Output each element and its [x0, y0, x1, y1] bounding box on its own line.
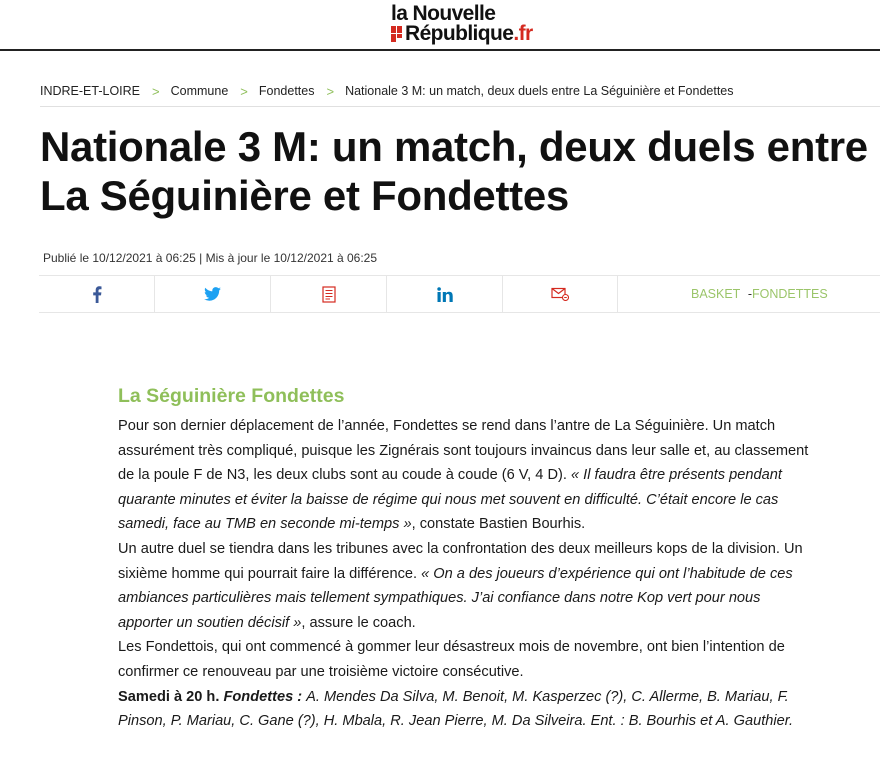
breadcrumb-separator: > — [326, 84, 335, 99]
logo-tld: .fr — [513, 22, 533, 45]
article-body — [118, 384, 818, 734]
team-label: Fondettes : — [223, 688, 307, 705]
print-icon — [322, 286, 336, 303]
paragraph-4 — [118, 685, 818, 734]
paragraph-2-quote: « On a des joueurs d’expérience qui ont l’habitude de ces ambiances particulières mais tellement sympathiques. J’ai confiance dans notre Kop vert pour nous apporter un soutien décisif » — [118, 565, 793, 631]
paragraph-1 — [118, 414, 818, 537]
team-roster: A. Mendes Da Silva, M. Benoit, M. Kasperzec (?), C. Allerme, B. Mariau, F. Pinson, P. Mariau, C. Gane (?), H. Mbala, R. Jean Pierre, M. Da Silveira. Ent. : B. Bourhis et A. Gauthier. — [118, 688, 794, 730]
site-header — [0, 0, 880, 51]
paragraph-2 — [118, 537, 818, 635]
article-title-line-2: La Séguinière et Fondettes — [40, 172, 569, 219]
print-button[interactable] — [271, 276, 387, 312]
tag-separator: - — [747, 287, 752, 301]
breadcrumb — [40, 84, 880, 107]
paragraph-1-text: Pour son dernier déplacement de l’année, Fondettes se rend dans l’antre de La Séguinière. Un match assurément très compliqué, puisque les Zignérais sont toujours invaincus dans leur salle et, au classement de la poule F de N3, les deux clubs sont au coude à coude (6 V, 4 D). — [118, 418, 809, 484]
article-title-line-1: Nationale 3 M: un match, deux duels entre — [40, 123, 868, 170]
logo-mark-icon — [391, 26, 402, 42]
paragraph-2-text: Un autre duel se tiendra dans les tribunes avec la confrontation des deux meilleurs kops de la division. Un sixième homme qui pourrait faire la différence. — [118, 540, 803, 582]
share-email-button[interactable] — [502, 276, 618, 312]
paragraph-3: Les Fondettois, qui ont commencé à gommer leur désastreux mois de novembre, ont bien l’intention de confirmer ce renouveau par une troisième victoire consécutive. — [118, 639, 785, 680]
breadcrumb-item-town[interactable]: Fondettes — [258, 84, 315, 98]
match-time: Samedi à 20 h. — [118, 688, 224, 705]
logo-line-1: la Nouvelle — [391, 2, 496, 25]
site-logo[interactable] — [391, 3, 551, 47]
article-kicker: La Séguinière Fondettes — [118, 385, 345, 407]
tag-fondettes[interactable]: FONDETTES — [751, 287, 828, 301]
breadcrumb-item-department[interactable]: INDRE-ET-LOIRE — [40, 84, 141, 98]
paragraph-1-quote: « Il faudra être présents pendant quarante minutes et éviter la baisse de régime qui nous met souvent en difficulté. C’était encore le cas samedi, face au TMB en seconde mi-temps » — [118, 467, 782, 533]
paragraph-2-attribution: , assure le coach. — [301, 614, 416, 631]
publish-dates: Publié le 10/12/2021 à 06:25 | Mis à jour le 10/12/2021 à 06:25 — [43, 251, 378, 265]
share-facebook-button[interactable] — [39, 276, 155, 312]
breadcrumb-separator: > — [240, 84, 248, 99]
paragraph-1-attribution: , constate Bastien Bourhis. — [411, 516, 586, 533]
logo-line-2 — [391, 23, 533, 45]
breadcrumb-item-commune[interactable]: Commune — [170, 84, 229, 98]
linkedin-icon — [437, 287, 453, 302]
email-icon — [551, 287, 569, 301]
breadcrumb-separator: > — [152, 84, 160, 99]
logo-word: République — [405, 22, 514, 45]
twitter-icon — [204, 287, 221, 301]
share-bar — [39, 275, 880, 313]
share-twitter-button[interactable] — [155, 276, 271, 312]
facebook-icon — [92, 286, 102, 303]
article-tags — [691, 287, 828, 301]
tag-basket[interactable]: BASKET — [691, 287, 741, 301]
article-title — [40, 122, 870, 220]
share-linkedin-button[interactable] — [387, 276, 503, 312]
article-text — [118, 414, 818, 734]
breadcrumb-item-current: Nationale 3 M: un match, deux duels entre La Séguinière et Fondettes — [345, 84, 734, 98]
